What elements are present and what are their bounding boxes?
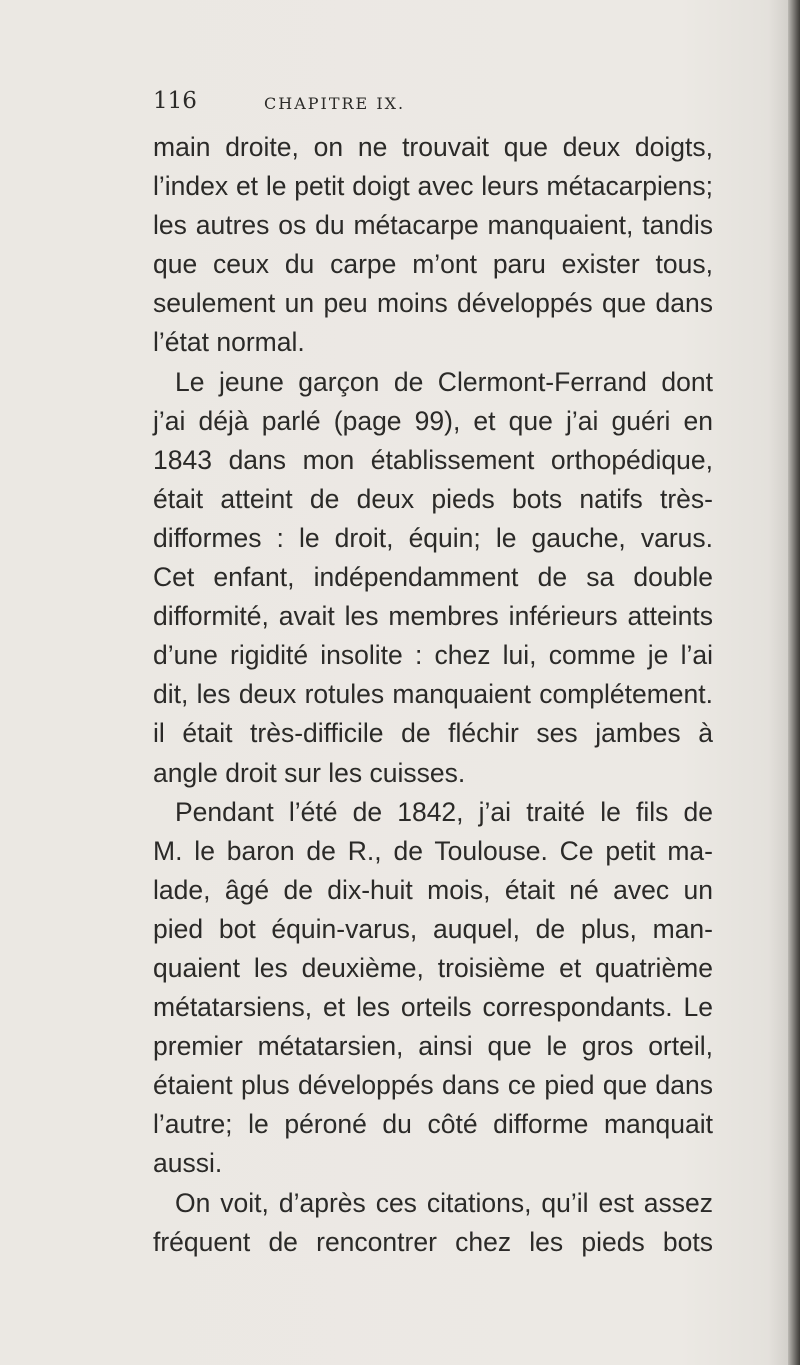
- text-line: j’ai déjà parlé (page 99), et que j’ai guéri en: [153, 405, 713, 436]
- text-line: angle droit sur les cuisses.: [153, 757, 466, 788]
- text-line: les autres os du métacarpe manquaient, tandis: [153, 210, 713, 241]
- text-line: métatarsiens, et les orteils correspondants. Le: [153, 992, 713, 1023]
- text-line: l’index et le petit doigt avec leurs métacarpiens;: [153, 171, 713, 202]
- text-line: était atteint de deux pieds bots natifs très-: [153, 483, 713, 514]
- text-line: fréquent de rencontrer chez les pieds bots: [153, 1226, 713, 1257]
- text-line: il était très-difficile de fléchir ses jambes à: [153, 718, 713, 749]
- text-line: l’état normal.: [153, 327, 305, 358]
- text-line: l’autre; le péroné du côté difforme manquait: [153, 1109, 713, 1140]
- text-line: M. le baron de R., de Toulouse. Ce petit ma-: [153, 835, 713, 866]
- paragraph-start-line: Pendant l’été de 1842, j’ai traité le fils de: [175, 796, 713, 827]
- text-line: difformité, avait les membres inférieurs atteints: [153, 601, 713, 632]
- text-line: main droite, on ne trouvait que deux doigts,: [153, 132, 713, 162]
- text-line: étaient plus développés dans ce pied que dans: [153, 1070, 713, 1101]
- text-line: pied bot équin-varus, auquel, de plus, man-: [153, 913, 713, 944]
- paragraph-start-line: On voit, d’après ces citations, qu’il est assez: [175, 1187, 713, 1218]
- text-line: 1843 dans mon établissement orthopédique,: [153, 444, 713, 475]
- text-line: seulement un peu moins développés que dans: [153, 288, 713, 319]
- running-head: [153, 86, 713, 126]
- text-line: dit, les deux rotules manquaient complétement.: [153, 679, 713, 710]
- text-line: difformes : le droit, équin; le gauche, varus.: [153, 522, 713, 553]
- text-line: aussi.: [153, 1148, 223, 1179]
- text-line: d’une rigidité insolite : chez lui, comme je l’ai: [153, 640, 713, 671]
- body-text: [153, 128, 713, 1262]
- text-line: que ceux du carpe m’ont paru exister tous,: [153, 249, 713, 280]
- chapter-title: CHAPITRE IX.: [264, 94, 406, 113]
- text-line: lade, âgé de dix-huit mois, était né avec un: [153, 874, 713, 905]
- paragraph-start-line: Le jeune garçon de Clermont-Ferrand dont: [175, 366, 713, 397]
- page-edge-shadow: [788, 0, 800, 1365]
- text-line: premier métatarsien, ainsi que le gros orteil,: [153, 1031, 713, 1062]
- text-line: quaient les deuxième, troisième et quatrième: [153, 952, 713, 983]
- page-number: 116: [153, 88, 197, 114]
- text-line: Cet enfant, indépendamment de sa double: [153, 562, 713, 593]
